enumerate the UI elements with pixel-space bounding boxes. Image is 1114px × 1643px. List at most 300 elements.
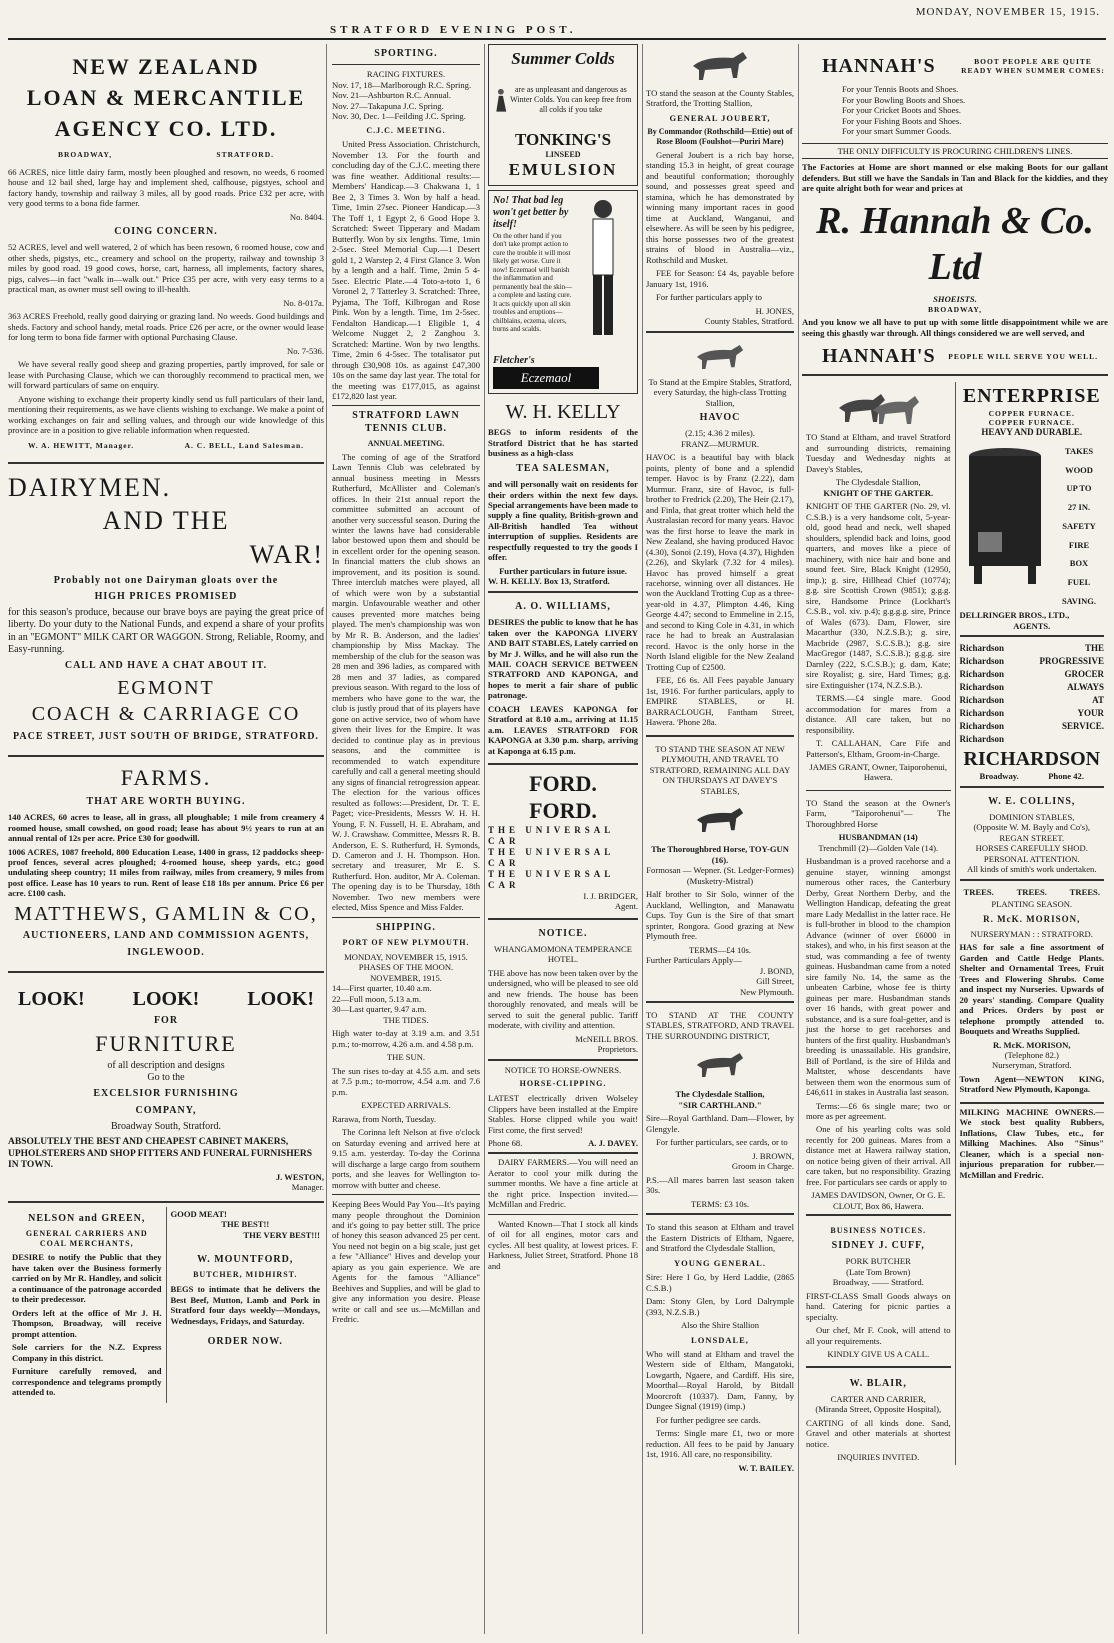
ad-brand: EMULSION — [508, 160, 618, 180]
ad-phone: Phone 68. — [488, 1138, 523, 1148]
ad-list-item: For your Fishing Boots and Shoes. — [842, 115, 962, 126]
ad-subhead: NURSERYMAN : : STRATFORD. — [970, 928, 1093, 939]
ad-body: Terms:—£6 6s single mare; two or more as per agreement. — [806, 1100, 951, 1121]
listing-text: 1006 ACRES, 1087 freehold, 800 Education Lease, 1400 in grass, 12 paddocks sheep-proof fences, several acres ploughed; 4-roomed house, sheep yards, etc.; good undulating sheep country; 11 miles from railway, miles from creamery, 9 miles from post office. Lease has 10 years to run. Rent of lease £18 18s per annum. Price £6 per acre. £100 cash. — [8, 846, 324, 899]
ad-heading: "SIR CARTHLAND." — [678, 1099, 762, 1110]
horse-icon — [685, 48, 755, 84]
clipping-ad — [488, 1061, 638, 1155]
signature: W. A. HEWITT, Manager. — [28, 441, 135, 451]
ad-phone: (Telephone 82.) — [1004, 1049, 1059, 1060]
ad-subhead: (Late Tom Brown) — [846, 1266, 911, 1277]
article-text: Keeping Bees Would Pay You—It's paying many people throughout the Dominion and it's going to pay better still. The price of honey this season advanced 25 per cent. You need not begin on a big scale, just get a few "Alliance" Hives and develop your apiary as you gain experience. We are Agents for the famous "Alliance" Beehives and Supplies, and will be glad to give any information you desire. Please write or call and see us.—McMillan and Fredric. — [332, 1199, 480, 1325]
ad-heading: LOAN & MERCANTILE — [26, 84, 306, 110]
hannah-ad — [802, 44, 1108, 376]
ad-heading: LOOK! — [247, 987, 314, 1010]
ad-location: BROADWAY, — [58, 150, 113, 160]
ad-body: TO STAND THE SEASON AT NEW PLYMOUTH, AND TRAVEL TO STRATFORD, REMAINING ALL DAY ON THURSDAYS AT DAVEY'S STABLES, — [649, 743, 791, 796]
ad-call: INQUIRIES INVITED. — [837, 1452, 920, 1463]
richardson-ad — [960, 637, 1105, 788]
listing-text: 52 ACRES, level and well watered, 2 of which has been resown, 6 roomed house, cow and other sheds, pigstys, etc., creamery and school on the property, railway and township 3 miles by good road. 19 good cows, horse, cart, harness, all implements, factory shares, pigs, calves—in fact "walk in—walk out." Price £35 per acre, with very easy terms to a practical man, as owner must sell owing to ill-health. — [8, 242, 324, 295]
ad-name: Richardson — [959, 707, 1005, 718]
ad-brand: HANNAH'S — [822, 55, 936, 77]
ad-body: CARTING of all kinds done. Sand, Gravel and other materials at shortest notice. — [806, 1417, 951, 1449]
article-text: Rarawa, from North, Tuesday. — [332, 1113, 436, 1124]
ad-heading: MATTHEWS, GAMLIN & CO, — [14, 902, 318, 925]
ad-word: GROCER — [1064, 668, 1104, 679]
horse-icon — [690, 341, 750, 373]
williams-ad — [488, 593, 638, 765]
ad-subhead: DOMINION STABLES, — [989, 811, 1075, 822]
ad-body: Furniture carefully removed, and correspondence and telegrams promptly attended to. — [12, 1366, 162, 1398]
ad-heading: DAIRYMEN. — [8, 472, 172, 502]
moon-item: 22—Full moon, 5.13 a.m. — [332, 993, 422, 1004]
signature: I. J. BRIDGER, — [583, 890, 638, 901]
feature-word: BOX — [1069, 558, 1089, 569]
knight-garter-ad — [806, 388, 951, 791]
signature: McNEILL BROS. — [575, 1033, 638, 1044]
ad-pedigree: Sire—Royal Garthland. Dam—Flower, by Glengyle. — [646, 1113, 794, 1134]
ad-text: are as unpleasant and dangerous as Winter Colds. You can keep free from all colds if you take — [510, 85, 632, 114]
ad-name: Richardson — [959, 681, 1005, 692]
ad-heading: THE VERY BEST!!! — [243, 1229, 320, 1240]
sub-heading: NOVEMBER, 1915. — [370, 972, 442, 983]
toygun-ad — [646, 737, 794, 1003]
ad-body: One of his yearling colts was sold recently for 200 guineas. Mares from a distance met at Hawera railway station, on notice being given of their arrival. All care taken, but no responsibility. Grazing free. For particulars see cards or apply to — [806, 1124, 951, 1187]
horse-icon — [690, 1045, 750, 1085]
feature-word: TAKES — [1064, 446, 1094, 457]
horses-icon — [833, 388, 923, 428]
ad-subhead: HIGH PRICES PROMISED — [94, 590, 238, 602]
ad-list-item: For your Tennis Boots and Shoes. — [842, 84, 959, 95]
ad-location: Broadway, —— Stratford. — [832, 1277, 924, 1288]
signature: J. BOND, — [759, 965, 794, 976]
ad-heading: RICHARDSON — [963, 747, 1101, 770]
article-text: United Press Association. Christchurch, November 13. For the fourth and concluding day of the C.J.C. meeting there was fine weather. Additional results:— Members' Handicap.—3 Chakwana 1, 1 Bee 2, 3 Times 3. Won by half a head. Time, 1min 27sec. Pioneer Handicap.—3 The Toff 1, 1 Egypt 2, 6 Good Hope 3. Scratched: Sweet Tipperary and Madam Butterfly. Won by six lengths. Time, 1min 2-5sec. Steel Memorial Cup.—1 Desert gold 1, 2 Warstep 2, 4 First Glance 3. Won by a length and a half. Time, 2min 5 4-5sec. Electric Plate.—4 Toto-a-toto 1, 6 Voronel 2, 7 Tatterley 3. Scratched: Three, Pyjama, The Toff, Kilbrogan and Rose Pink. Won by a length. Time, 1m 2-5sec. Fendalton Handicap.—1 Eligible 1, 4 Welcome Nugget 2, 2 Zanghou 3. Scratched: Martine. Won by two lengths. Time, 2min 6 4-5sec. The totalisator put through £30,908 10s. as against £47,300 10s on the same day last year. The total for the meeting was £177,015, as against £172,820 last year. — [332, 139, 480, 401]
cuff-ad — [806, 1214, 951, 1359]
classified-text: DAIRY FARMERS.—You will need an Aerator to cool your milk during the summer months. We have a fine article at the right price. Inspection invited.—McMillan and Fredric. — [488, 1157, 638, 1210]
ad-word: SERVICE. — [1062, 720, 1104, 731]
ad-word: PROGRESSIVE — [1039, 655, 1104, 666]
ad-heading: LOOK! — [132, 987, 200, 1010]
column-1 — [8, 44, 324, 1634]
ad-heading: LONSDALE, — [691, 1334, 749, 1345]
ad-agent: Town Agent—NEWTON KING, Stratford New Plymouth, Kaponga. — [959, 1073, 1104, 1095]
ad-body: THE above has now been taken over by the undersigned, who will be pleased to see old and new friends. The house has been thoroughly renovated, and meals will be served to suit the general public. Tariff moderate, with civility and attention. — [488, 967, 638, 1031]
signature-role: Manager. — [291, 1182, 324, 1193]
ad-text: THE UNIVERSAL CAR — [488, 825, 614, 846]
ad-body: Terms: Single mare £1, two or more reduction. All fees to be paid by January 1st, 1916. All care, no responsibility. — [646, 1428, 794, 1460]
ad-address: PACE STREET, JUST SOUTH OF BRIDGE, STRATFORD. — [13, 730, 319, 742]
section-heading: SHIPPING. — [376, 921, 436, 933]
ad-subhead: HORSE-CLIPPING. — [519, 1079, 607, 1089]
ad-body: HAVOC is a beautiful bay with black points, plenty of bone and a splendid temper. Havoc is by Franz (2.22), dam Murmur. Franz, sire of Havoc, is full-brother to Fredrick (2.20), The Heir (2.17), and Finla, that great trotter which held the Australasian record for many years. Havoc was the first horse to leave the mark in New Zealand, she having produced Havoc (4.30), Sonoi (2.19), Hova (4.37), Highden (2.26), and Skylark (7.32 for 4 miles). Havoc has proved himself a great racehorse, winning over all distances. He won the Auckland Trotting Cup as a three-year-old in 4.37, Plimpton 4.46, King George 4.47; second to Emmeline in 2.15, and second to King Cole in 4.31, in which race he had to break an Australasian record. Havoc is the only horse in the North Island eligible for the New Zealand Trotting Cup of £2500. — [646, 452, 794, 672]
feature-word: SAFETY — [1062, 520, 1096, 531]
ad-body: TO Stand the season at the Owner's Farm, "Taiporohenui"— The Thoroughbred Horse — [806, 797, 951, 829]
issue-date: MONDAY, NOVEMBER 15, 1915. — [915, 6, 1100, 18]
ad-subhead: COPPER FURNACE. — [988, 417, 1075, 427]
ad-body: To Stand at the Empire Stables, Stratford, every Saturday, the high-class Trotting Stallion, — [648, 376, 792, 408]
column-rule — [642, 44, 643, 1634]
ad-word: ALWAYS — [1067, 681, 1104, 692]
paper-title: STRATFORD EVENING POST. — [330, 24, 577, 36]
ad-heading: HORSES CAREFULLY SHOD. — [975, 843, 1088, 854]
ad-body: TERMS.—£4 single mare. Good accommodation for mares from a distance. All care taken, but no responsibility. — [806, 693, 951, 735]
ad-subhead: TEA SALESMAN, — [516, 462, 610, 474]
ad-notice: THE ONLY DIFFICULTY IS PROCURING CHILDREN'S LINES. — [802, 143, 1108, 159]
ad-body: To stand this season at Eltham and travel the Eastern Districts of Eltham, Ngaere, and Stratford the Clydesdale Stallion, — [646, 1222, 794, 1254]
ad-body: Orders left at the office of Mr J. H. Thompson, Broadway, will receive prompt attention. — [12, 1307, 162, 1339]
nelson-green-ad — [8, 1207, 166, 1403]
ad-heading: NELSON and GREEN, — [28, 1212, 146, 1224]
ad-name: Richardson — [959, 720, 1005, 731]
signature: JAMES DAVIDSON, Owner, Or G. E. CLOUT, Box 86, Hawera. — [811, 1190, 946, 1211]
feature-word: FUEL — [1067, 576, 1091, 587]
ad-text: ABSOLUTELY THE BEST AND CHEAPEST CABINET MAKERS, UPHOLSTERERS AND SHOP FITTERS AND FUNERAL FURNISHERS IN TOWN. — [8, 1137, 313, 1171]
signature: J. BROWN, — [752, 1150, 794, 1161]
copper-furnace-icon — [960, 442, 1050, 592]
ad-body: For further particulars apply to — [656, 292, 762, 303]
ad-body: Who will stand at Eltham and travel the Western side of Eltham, Mangatoki, Lowgarth, Ngaere, and Cardiff. His sire, Moorthal—Royal Harold, by Bitdall Moorcroft (10337). Dam, Fanny, by Dungee Signal (1919) (imp.) — [646, 1348, 794, 1412]
ad-heading: The Clydesdale Stallion, — [835, 477, 921, 488]
ad-body: Our chef, Mr F. Cook, will attend to all your requirements. — [806, 1325, 951, 1346]
ad-body: Husbandman is a proved racehorse and a genuine stayer, winning amongst numerous other races, the Canterbury Derby, Great Northern Derby, and the Wellington Handicap, defeating the great mare Lady Medallist in the latter race. He is full-brother in blood to the champion Advance (winner of over £6000 in stakes), and who, in his first season at the stud, was commanding a fee of twenty guineas. Husbandman came from a noted sire family No. 14, the same as the unbeaten Carbine, whose fee is thirty guineas per mare. Husbandman stands over 16 hands, with great power and substance, and is a sure foal-getter, and is just the horse to get racehorses and hunters of the first quality. Husbandman's breeding is unassailable. His grandsire, Bill of Portland, is the sire of Hilda and Maltster, whose descendants have between them won the enormous sum of £46,611 in stakes in Australia last season. — [806, 856, 951, 1098]
tonkings-ad — [488, 44, 638, 186]
ad-body: and will personally wait on residents for their orders within the next few days. Special arrangements have been made to supply a fine quality, British-grown and All-British handled Tea without interruption of supplies. Residents are respectfully requested to try the goods I offer. — [488, 479, 638, 563]
signature: H. JONES, — [755, 305, 794, 316]
ad-body: HAS for sale a fine assortment of Garden and Cattle Hedge Plants. Shelter and Ornamental Trees, Fruit Trees and Flowering Shrubs. Come and inspect my Nurseries. Upwards of 20 years' standing. Compare Quality and Prices. Orders by post or telephone promptly attended to. Bouquets and Wreaths Supplied. — [959, 942, 1104, 1037]
morison-ad — [960, 881, 1105, 1104]
ad-heading: A. O. WILLIAMS, — [515, 600, 611, 612]
furniture-ad — [8, 973, 324, 1203]
section-heading: STRATFORD LAWN TENNIS CLUB. — [352, 410, 460, 434]
ad-pedigree: Formosan — Wepner. (St. Ledger-Formes) (Musketry-Mistral) — [646, 865, 794, 886]
ad-subhead: GENERAL CARRIERS AND COAL MERCHANTS, — [25, 1228, 148, 1248]
ad-tagline: PEOPLE WILL SERVE YOU WELL. — [948, 351, 1098, 361]
ad-heading: SIDNEY J. CUFF, — [831, 1240, 925, 1252]
nz-loan-ad — [8, 44, 324, 464]
ad-heading: AGENCY CO. LTD. — [54, 115, 278, 141]
ad-heading: R. McK. MORISON, — [983, 913, 1081, 924]
ad-subhead: FRANZ—MURMUR. — [680, 438, 760, 449]
column-2 — [332, 44, 480, 1634]
ad-name: Richardson — [959, 694, 1005, 705]
hotel-notice — [488, 920, 638, 1061]
ad-subhead: CARTER AND CARRIER, — [830, 1393, 926, 1404]
ad-heading: No! That bad leg won't get better by itself! — [493, 194, 569, 231]
column-3 — [488, 44, 638, 1634]
ad-subhead: REGAN STREET. — [999, 832, 1065, 843]
ad-script-logo: R. Hannah & Co. Ltd — [816, 199, 1094, 289]
ad-heading: FORD. — [529, 771, 597, 797]
moon-list — [332, 983, 480, 1014]
listing-text: 140 ACRES, 60 acres to lease, all in grass, all ploughable; 1 mile from creamery 4 roomed house, small cowshed, on good road; lease has about 9½ years to run at an annual rental of 12s per acre. Price £30 for goodwill. — [8, 812, 324, 844]
article-text: The sun rises to-day at 4.55 a.m. and sets at 7.5 p.m.; to-morrow, 4.54 a.m. and 7.6 p.m. — [332, 1065, 480, 1097]
signature-role: Agent. — [614, 901, 638, 912]
ad-heading: THE BEST!! — [221, 1219, 270, 1230]
eczemaol-ad — [488, 190, 638, 394]
ad-subhead: (Miranda Street, Opposite Hospital), — [815, 1404, 942, 1415]
ad-heading: FORD. — [529, 798, 597, 824]
ad-location: BROADWAY, — [927, 304, 983, 314]
ad-address: Broadway South, Stratford. — [111, 1120, 221, 1132]
ad-subhead: WHANGAMOMONA TEMPERANCE HOTEL. — [493, 943, 633, 965]
ad-subhead: PORK BUTCHER — [845, 1256, 911, 1267]
ad-word: YOUR — [1077, 707, 1104, 718]
sub-heading: C.J.C. MEETING. — [366, 125, 446, 135]
ad-heading: KNIGHT OF THE GARTER. — [823, 487, 934, 498]
ad-word: TREES. — [963, 886, 994, 897]
signature: J. WESTON, — [275, 1171, 324, 1182]
ad-subhead: COPPER FURNACE. — [988, 408, 1075, 418]
woman-figure-icon — [493, 70, 509, 130]
article-text: The Corinna left Nelson at five o'clock on Saturday evening and arrived here at 9.15 a.m. yesterday. To-day the Corinna will discharge a large cargo from southern ports, and she leaves for Wellington to-morrow with butter and cheese. — [332, 1127, 480, 1190]
ad-subhead: THAT ARE WORTH BUYING. — [86, 795, 246, 807]
ad-pedigree: Sire: Here I Go, by Herd Laddie, (2865 C.S.B.) — [646, 1272, 794, 1293]
column-rule — [798, 44, 799, 1634]
ad-name: Richardson — [959, 655, 1005, 666]
ad-brand: Eczemaol — [493, 367, 599, 389]
ad-heading: GOOD MEAT! — [170, 1208, 227, 1219]
enterprise-ad — [960, 384, 1105, 637]
listing-text: 363 ACRES Freehold, really good dairying or grazing land. No weeds. Good buildings and sheds. Factory and school handy, metal roads. Price £26 per acre, or the owner would lease for long term to bona fide farmer with optional Purchasing Clause. — [8, 311, 324, 343]
ad-subhead: Probably not one Dairyman gloats over the — [53, 574, 279, 586]
ad-word: TREES. — [1069, 886, 1100, 897]
ad-body: KNIGHT OF THE GARTER (No. 29, vl. C.S.B.) is a very handsome colt, 5-year-old, good head and neck, well shaped shoulders, splendid back and loins, good quarters, and moves like a piece of machinery, with nice hair and bone and sound feet. Sire, Black Knight (12950, imp.); g. sire, Hillhead Chief (10774); g.g. sire Scottish Crown (9851); g.g.g. sire, Handsome Prince (Lockhart's C.S.B., vol. xiv. p.4); g.g.g.g. sire, Prince of Wales (673). Dam, Flower, sire Macarthur (330, N.Z.S.B.); g. sire, Macbride (2987, S.C.S.B.); g.g. sire MacGregor (1487, S.C.S.B.); g.g.g. sire Darnley (222, S.C.S.B.); g. dam, Kate; sire Royalist; g. sire, Hard Times; g.g. sire Extinguisher (174, N.Z.S.B.). — [806, 501, 951, 690]
ad-heading: HUSBANDMAN (14) — [838, 832, 918, 843]
ad-subhead: (Opposite W. M. Bayly and Co's), — [973, 822, 1091, 833]
ad-name: Richardson — [959, 733, 1005, 744]
ad-body: LATEST electrically driven Wolseley Clippers have been installed at the Empire Stables. Horse clipped while you wait! First come, the first served! — [488, 1093, 638, 1135]
ad-pedigree: Dam: Stony Glen, by Lord Dalrymple (393, N.Z.S.B.) — [646, 1296, 794, 1317]
ad-heading: GENERAL JOUBERT, — [669, 112, 771, 123]
ad-subhead: HEAVY AND DURABLE. — [981, 427, 1083, 438]
ad-subhead: FOR — [153, 1015, 179, 1027]
ad-body: For further particulars, see cards, or to — [656, 1137, 788, 1148]
ad-brand: SHOEISTS. — [933, 294, 977, 305]
ad-name: Richardson — [959, 643, 1005, 653]
ad-body: TO Stand at Eltham, and travel Stratford and surrounding districts, remaining Tuesday and Wednesday nights at Davey's Stables, — [806, 432, 951, 474]
kelly-ad — [488, 394, 638, 593]
fixture-item: Nov. 17, 18—Marlborough R.C. Spring. — [332, 79, 472, 90]
signature-role: Proprietors. — [597, 1044, 638, 1055]
column-rule — [484, 44, 485, 1634]
ad-body: for this season's produce, because our brave boys are paying the great price of liberty. Do your duty to the National Funds, and expend a share of your profits in an "EGMONT" MILK CART OR WAGGON. Strong, Reliable, Roomy, and Easy-running. — [8, 607, 324, 655]
ad-company: COMPANY, — [135, 1104, 197, 1116]
ad-body: Half brother to Sir Solo, winner of the Auckland, Wellington, and Manawatu Cups. Toy Gun is the Sire of that smart sprinter, Rongora. Good grazing at New Plymouth free. — [646, 889, 794, 942]
ad-body: For further pedigree see cards. — [656, 1414, 761, 1425]
ad-tagline: BOOT PEOPLE ARE QUITE READY WHEN SUMMER COMES: — [961, 57, 1105, 76]
ad-list-item: For your Bowling Boots and Shoes. — [842, 94, 966, 105]
ad-role: BUTCHER, MIDHIRST. — [193, 1270, 298, 1280]
ad-agent: AGENTS. — [1013, 620, 1051, 631]
ad-word: TREES. — [1016, 886, 1047, 897]
signature: A. C. BELL, Land Salesman. — [184, 441, 304, 451]
ad-text: On the other hand if you don't take prompt action to cure the trouble it will most likely get worse. Cure it now! Eczemaol will banish the inflammation and permanently heal the skin—a complete and lasting cure. It acts quickly upon all skin troubles and eruptions—chilblains, eczema, ulcers, burns and scalds. — [493, 231, 573, 334]
ad-subhead: PLANTING SEASON. — [991, 899, 1073, 910]
ad-body: All kinds of smith's work undertaken. — [967, 864, 1097, 875]
ad-heading: NOTICE. — [538, 927, 588, 939]
feature-word: UP TO — [1066, 483, 1092, 494]
masthead — [0, 0, 1114, 40]
signature: County Stables, Stratford. — [704, 316, 794, 327]
signature: Gill Street, — [756, 976, 794, 987]
listing-text: 66 ACRES, nice little dairy farm, mostly been ploughed and resown, no weeds, 6 roomed house and 12 bail shed, large hay and implement shed, calfhouse, pigstyes, school and factory handy, township and railway 3 miles, all by good roads. Price £32 per acre, with very good terms to a bona fide farmer. — [8, 166, 324, 209]
havoc-ad — [646, 333, 794, 737]
ad-heading: ENTERPRISE — [962, 385, 1101, 408]
signature: T. CALLAHAN, Care Fife and Patterson's, Eltham, Groom-in-Charge. — [806, 738, 951, 759]
ad-body: Sole carriers for the N.Z. Express Company in this district. — [12, 1342, 162, 1363]
ad-body: General Joubert is a rich bay horse, standing 15.3 in height, of great courage and beautiful conformation; thoroughly sound, and possesses great speed and stamina, which he has demonstrated by winning many important races in good time at Auckland, Wanganui, and elsewhere. As will be seen by his pedigree, this horse possesses two of the greatest strains of blood in Australia—viz., Rothschild and Musket. — [646, 149, 794, 265]
ad-heading: LOOK! — [18, 987, 85, 1010]
ad-subhead: AUCTIONEERS, LAND AND COMMISSION AGENTS, — [22, 930, 310, 942]
ad-heading: W. E. COLLINS, — [988, 795, 1076, 807]
listing-number: No. 7-536. — [287, 345, 324, 356]
fixture-item: Nov. 21—Ashburton R.C. Annual. — [332, 90, 452, 101]
ad-text: Also the Shire Stallion — [680, 1320, 760, 1331]
ad-body: FEE, £6 6s. All Fees payable January 1st, 1916. For further particulars, apply to EMPIRE STABLES, or H. BARRACLOUGH, Fantham Street, Hawera. 'Phone 28a. — [646, 675, 794, 728]
ad-agent: DELLRINGER BROS., LTD., — [959, 610, 1070, 621]
ad-heading: AND THE — [102, 506, 230, 536]
sub-heading: THE TIDES. — [383, 1014, 429, 1025]
ad-name: W. MOUNTFORD, — [197, 1254, 294, 1266]
fixture-item: Nov. 30, Dec. 1—Feilding J.C. Spring. — [332, 111, 466, 122]
ad-company: EXCELSIOR FURNISHING — [93, 1088, 239, 1100]
classified-text: Wanted Known—That I stock all kinds of oil for all engines, motor cars and cycles. All best quality, at lowest prices. F. Harkness, Juliet Street, Stratford. Phone 18 and — [488, 1218, 638, 1271]
masthead-rule — [8, 38, 1106, 40]
ad-heading: COACH & CARRIAGE CO — [31, 703, 301, 726]
ad-body: COACH LEAVES KAPONGA for Stratford at 8.10 a.m., arriving at 11.15 a.m. LEAVES STRATFORD FOR KAPONGA at 3.30 p.m. sharp, arriving at Kaponga at 6.15 p.m. — [488, 703, 638, 756]
ad-body: P.S.—All mares barren last season taken 30s. — [646, 1174, 794, 1196]
ad-body: FIRST-CLASS Small Goods always on hand. Catering for picnic parties a specialty. — [806, 1290, 951, 1322]
column-4 — [646, 44, 794, 1634]
signature: W. H. KELLY. Box 13, Stratford. — [488, 576, 610, 587]
ad-brand: Fletcher's — [493, 354, 535, 366]
ad-body: The Factories at Home are short manned or else making Boots for our gallant defenders. But still we have the Sandals in Tan and Black for the kiddies, and they are quite alright both for wear and prices at — [802, 162, 1108, 194]
classified-text: MILKING MACHINE OWNERS.—We stock best quality Rubbers, Inflations, Claw Tubes, etc., for Milking Machines. Also "Sinus" Cleaner, which is a special non-injurious preparation for rubber.—McMillan and Fredric. — [959, 1106, 1104, 1180]
signature: W. T. BAILEY. — [738, 1462, 794, 1473]
ad-text: of all description and designs — [107, 1060, 225, 1072]
ad-call: ORDER NOW. — [207, 1336, 283, 1348]
ad-text: THE UNIVERSAL CAR — [488, 868, 614, 890]
signature: New Plymouth. — [740, 986, 794, 997]
ad-heading: HAVOC — [699, 412, 741, 424]
signature: A. J. DAVEY. — [588, 1138, 638, 1148]
man-figure-icon — [573, 195, 633, 355]
ad-word: AT — [1092, 694, 1104, 705]
article-text: The coming of age of the Stratford Lawn Tennis Club was celebrated by annual business meeting in Messrs Rutherfurd, McAllister and Coleman's offices. In their 21st annual report the committee submitted an account of another very successful season. During the winter the lawns have had considerable labor bestowed upon them and should be in excellent order for the opening season. In financial matters the club shows an improvement, and its position is sound. Three interclub matches were played, all of which were won by a substantial margin. Unfavourable weather and other causes prevented more matches being played. The men's championship was won by Mr R. B. Anderson, and the ladies' championship by Miss Mackay. The membership of the club for the season was 28 men and 396 ladies, as compared with 28 men and 37 ladies, as compared previous season. With regard to the loss of members who have gone to the war, the club is justly proud that of its players have gone on active service, two of whom have given their lives for the Empire. It was decided to continue play as in previous seasons, and the committee is recommended to watch expenditure carefully and call a general meeting should any signs of financial retrogression appear. The election for the various offices resulted as follows:—President, Dr. T. E. Paget; vice-Presidents, Messrs W. H. H. Young, F. N. Fussell, H. E. Abraham, and W. J. Crawshaw. Committee, Messrs R. B. Anderson, E. S. Rutherfurd, H. Symonds, D. Cameron and J. H. Thompson. Hon. secretary and treasurer, Mr E. S. Rutherfurd. Hon. auditor, Mr A. Coleman. The opening day is to be Thursday, 18th November. Two new members were elected, Miss Spence and Miss Falder. — [332, 451, 480, 913]
ad-body: TO stand the season at the County Stables, Stratford, the Trotting Stallion, — [646, 88, 794, 109]
ad-brand: TONKING'S — [514, 129, 612, 149]
listing-number: No. 8404. — [289, 211, 324, 222]
ad-body: DESIRE to notify the Public that they have taken over the Business formerly carried on by Mr R. Handley, and solicit a continuance of the patronage accorded to their predecessor. — [12, 1252, 162, 1305]
ad-heading: The Thoroughbred Horse, TOY-GUN (16). — [651, 844, 789, 865]
ad-pedigree: By Commandor (Rothschild—Ettie) out of Rose Bloom (Foulshot—Puriri Mare) — [647, 127, 793, 147]
horse-icon — [690, 800, 750, 840]
sub-heading: THE SUN. — [386, 1052, 426, 1063]
ad-terms: TERMS: £3 10s. — [690, 1198, 750, 1209]
ad-text: THE UNIVERSAL CAR — [488, 846, 614, 868]
ad-heading: W. H. KELLY — [505, 401, 621, 423]
ad-location: Broadway. — [979, 771, 1019, 782]
ad-call: CALL AND HAVE A CHAT ABOUT IT. — [64, 659, 268, 671]
ad-location: STRATFORD. — [216, 150, 274, 160]
joubert-ad — [646, 48, 794, 333]
young-general-ad — [646, 1215, 794, 1477]
ad-body: FEE for Season: £4 4s, payable before January 1st, 1916. — [646, 268, 794, 289]
moon-item: 14—First quarter, 10.40 a.m. — [332, 983, 432, 994]
ad-body: BEGS to inform residents of the Stratford District that he has started business as a high-class — [488, 427, 638, 459]
ad-heading: W. BLAIR, — [849, 1377, 907, 1389]
blair-ad — [806, 1366, 951, 1463]
listing-text: Anyone wishing to exchange their property kindly send us full particulars of their land, mentioning their requirements, as we have clients wishing to exchange. We make a point of working exchanges on fair and selling values, and through our wide knowledge of this province are in a position to give reliable information when requested. — [8, 393, 324, 435]
ad-name: Richardson — [959, 668, 1005, 679]
ad-list-item: For your smart Summer Goods. — [842, 126, 952, 137]
ad-heading: Summer Colds — [511, 49, 615, 68]
ford-ad — [488, 765, 638, 919]
listing-text: We have several really good sheep and grazing properties, partly improved, for sale or lease with Purchasing Clause, which we can thoroughly recommend to practical men, we will forward particulars of same on enquiry. — [8, 359, 324, 391]
ad-text: Further particulars in future issue. — [499, 565, 627, 576]
ad-body: DESIRES the public to know that he has taken over the KAPONGA LIVERY AND BAIT STABLES, Lately carried on by Mr J. Wilks, and he will also run the MAIL COACH SERVICE BETWEEN STRATFORD AND KAPONGA, and hopes to merit a fair share of public patronage. — [488, 617, 638, 701]
ad-subhead: PERSONAL ATTENTION. — [983, 853, 1080, 864]
dairymen-ad — [8, 464, 324, 757]
section-heading: BUSINESS NOTICES. — [830, 1226, 927, 1236]
ad-text: Further Particulars Apply— — [646, 955, 742, 966]
ad-text: Go to the — [147, 1072, 185, 1084]
sub-heading: EXPECTED ARRIVALS. — [361, 1100, 451, 1111]
sub-heading: RACING FIXTURES. — [366, 69, 446, 80]
husbandman-ad — [806, 791, 951, 1211]
column-rule — [326, 44, 327, 1634]
farms-ad — [8, 757, 324, 973]
ad-heading: NEW ZEALAND — [72, 54, 260, 79]
ad-body: TO STAND AT THE COUNTY STABLES, STRATFORD, AND TRAVEL THE SURROUNDING DISTRICT, — [646, 1009, 794, 1041]
sub-heading: MONDAY, NOVEMBER 15, 1915. — [344, 951, 468, 962]
ad-heading: The Clydesdale Stallion, — [675, 1089, 765, 1100]
signature: JAMES GRANT, Owner, Taiporohenui, Hawera. — [809, 761, 948, 783]
ad-pedigree: Trenchmill (2)—Golden Vale (14). — [818, 842, 939, 853]
section-subhead: COING CONCERN. — [114, 226, 218, 238]
ad-heading: YOUNG GENERAL. — [674, 1257, 766, 1268]
ad-brand: HANNAH'S — [822, 345, 936, 368]
mountford-ad — [166, 1207, 325, 1403]
carthland-ad — [646, 1003, 794, 1215]
sub-heading: ANNUAL MEETING. — [367, 438, 445, 448]
section-heading: SPORTING. — [374, 48, 438, 59]
fixture-item: Nov. 27—Takapuna J.C. Spring. — [332, 100, 444, 111]
sub-heading: PORT OF NEW PLYMOUTH. — [342, 938, 470, 948]
ad-word: THE — [1084, 643, 1104, 653]
ad-subhead: (2.15; 4.36 2 miles). — [685, 428, 755, 439]
sub-heading: PHASES OF THE MOON. — [358, 962, 454, 973]
ad-location: INGLEWOOD. — [127, 946, 205, 958]
ad-heading: FURNITURE — [95, 1031, 237, 1057]
ad-heading: NOTICE TO HORSE-OWNERS. — [504, 1064, 622, 1075]
column-5 — [802, 44, 1108, 1634]
ad-body: BEGS to intimate that he delivers the Best Beef, Mutton, Lamb and Pork in Stratford four days weekly—Mondays, Wednesdays, Fridays, and Saturday. — [170, 1284, 320, 1326]
ad-terms: TERMS—£4 10s. — [688, 944, 752, 955]
fixture-list — [332, 80, 480, 122]
ad-list-item: For your Cricket Boots and Shoes. — [842, 105, 961, 116]
ad-phone: Phone 42. — [1048, 771, 1084, 782]
feature-word: SAVING. — [1061, 595, 1097, 606]
ad-heading: EGMONT — [117, 677, 215, 700]
signature: R. McK. MORISON, — [992, 1039, 1071, 1050]
ad-brand: LINSEED — [545, 150, 581, 160]
listing-number: No. 8-017a. — [283, 297, 324, 308]
ad-heading: WAR! — [249, 540, 324, 570]
feature-word: WOOD — [1065, 464, 1093, 475]
collins-ad — [960, 788, 1105, 881]
